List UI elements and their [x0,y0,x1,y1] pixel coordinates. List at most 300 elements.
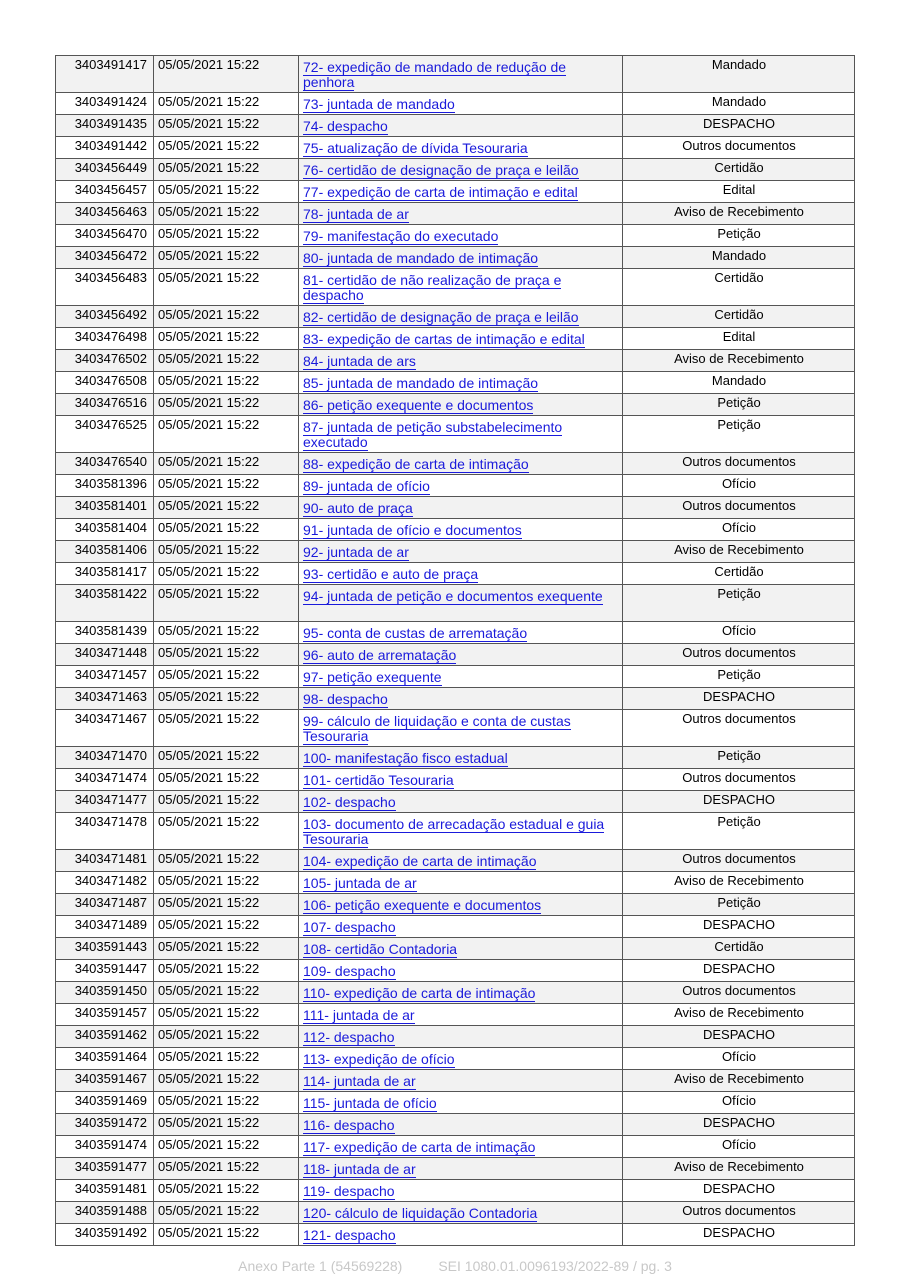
document-date-cell: 05/05/2021 15:22 [154,1092,299,1114]
document-link[interactable]: 121- despacho [303,1227,396,1243]
document-description-cell [299,1180,623,1202]
document-type-cell: Aviso de Recebimento [623,203,855,225]
document-date-cell: 05/05/2021 15:22 [154,475,299,497]
document-description-cell [299,475,623,497]
document-link[interactable]: 117- expedição de carta de intimação [303,1139,536,1155]
document-description-cell [299,247,623,269]
document-date-cell: 05/05/2021 15:22 [154,93,299,115]
table-row [56,475,855,497]
document-date-cell: 05/05/2021 15:22 [154,159,299,181]
table-row [56,813,855,850]
document-link[interactable]: 115- juntada de ofício [303,1095,437,1111]
document-description-cell [299,416,623,453]
document-description-cell [299,1092,623,1114]
document-link[interactable]: 72- expedição de mandado de redução de penhora [303,59,567,90]
document-id-cell: 3403591464 [56,1048,154,1070]
document-type-cell: Petição [623,394,855,416]
document-link[interactable]: 116- despacho [303,1117,395,1133]
document-date-cell: 05/05/2021 15:22 [154,1202,299,1224]
document-id-cell: 3403591457 [56,1004,154,1026]
document-link[interactable]: 99- cálculo de liquidação e conta de custas Tesouraria [303,713,571,744]
document-id-cell: 3403471467 [56,710,154,747]
document-type-cell: Aviso de Recebimento [623,1158,855,1180]
table-row [56,791,855,813]
document-description-cell [299,159,623,181]
document-type-cell: Outros documentos [623,453,855,475]
document-type-cell: Outros documentos [623,644,855,666]
document-date-cell: 05/05/2021 15:22 [154,938,299,960]
document-date-cell: 05/05/2021 15:22 [154,372,299,394]
document-link[interactable]: 93- certidão e auto de praça [303,566,479,582]
document-link[interactable]: 75- atualização de dívida Tesouraria [303,140,528,156]
document-id-cell: 3403491435 [56,115,154,137]
document-type-cell: Petição [623,813,855,850]
document-link[interactable]: 94- juntada de petição e documentos exequente [303,588,603,604]
document-date-cell: 05/05/2021 15:22 [154,622,299,644]
table-row [56,622,855,644]
document-type-cell: Petição [623,416,855,453]
document-id-cell: 3403591481 [56,1180,154,1202]
table-row [56,453,855,475]
footer-annex-label: Anexo Parte 1 (54569228) [238,1258,403,1274]
document-link[interactable]: 84- juntada de ars [303,353,416,369]
document-date-cell: 05/05/2021 15:22 [154,1224,299,1246]
table-row [56,497,855,519]
document-id-cell: 3403456463 [56,203,154,225]
document-type-cell: Certidão [623,563,855,585]
document-date-cell: 05/05/2021 15:22 [154,894,299,916]
document-id-cell: 3403591467 [56,1070,154,1092]
document-date-cell: 05/05/2021 15:22 [154,644,299,666]
document-date-cell: 05/05/2021 15:22 [154,350,299,372]
document-link[interactable]: 114- juntada de ar [303,1073,416,1089]
table-row [56,56,855,93]
document-type-cell: DESPACHO [623,688,855,710]
document-description-cell [299,622,623,644]
document-description-cell [299,1114,623,1136]
document-date-cell: 05/05/2021 15:22 [154,225,299,247]
table-row [56,872,855,894]
document-type-cell: Edital [623,328,855,350]
table-row [56,1180,855,1202]
document-description-cell [299,1048,623,1070]
document-link[interactable]: 81- certidão de não realização de praça e despacho [303,272,562,303]
table-row [56,203,855,225]
document-table-body [56,56,855,1246]
document-id-cell: 3403581396 [56,475,154,497]
document-link[interactable]: 109- despacho [303,963,396,979]
document-type-cell: Certidão [623,306,855,328]
document-id-cell: 3403476498 [56,328,154,350]
document-id-cell: 3403456449 [56,159,154,181]
document-description-cell [299,181,623,203]
document-type-cell: Mandado [623,56,855,93]
document-link[interactable]: 104- expedição de carta de intimação [303,853,537,869]
document-date-cell: 05/05/2021 15:22 [154,688,299,710]
document-date-cell: 05/05/2021 15:22 [154,541,299,563]
document-type-cell: Ofício [623,1136,855,1158]
document-description-cell [299,791,623,813]
document-link[interactable]: 92- juntada de ar [303,544,409,560]
document-date-cell: 05/05/2021 15:22 [154,850,299,872]
document-type-cell: Petição [623,585,855,622]
document-description-cell [299,938,623,960]
document-id-cell: 3403456457 [56,181,154,203]
document-link[interactable]: 77- expedição de carta de intimação e edital [303,184,578,200]
table-row [56,644,855,666]
document-description-cell [299,137,623,159]
document-type-cell: Aviso de Recebimento [623,1070,855,1092]
document-type-cell: DESPACHO [623,960,855,982]
document-link[interactable]: 112- despacho [303,1029,395,1045]
document-id-cell: 3403471481 [56,850,154,872]
document-date-cell: 05/05/2021 15:22 [154,791,299,813]
document-date-cell: 05/05/2021 15:22 [154,203,299,225]
document-date-cell: 05/05/2021 15:22 [154,306,299,328]
document-description-cell [299,1136,623,1158]
document-id-cell: 3403591492 [56,1224,154,1246]
table-row [56,1224,855,1246]
document-description-cell [299,747,623,769]
document-link[interactable]: 89- juntada de ofício [303,478,430,494]
document-id-cell: 3403591474 [56,1136,154,1158]
document-description-cell [299,688,623,710]
document-description-cell [299,1026,623,1048]
document-date-cell: 05/05/2021 15:22 [154,1070,299,1092]
document-description-cell [299,585,623,622]
document-description-cell [299,1070,623,1092]
table-row [56,960,855,982]
document-link[interactable]: 80- juntada de mandado de intimação [303,250,539,266]
document-type-cell: Ofício [623,475,855,497]
table-row [56,306,855,328]
document-description-cell [299,1158,623,1180]
document-date-cell: 05/05/2021 15:22 [154,747,299,769]
document-id-cell: 3403591472 [56,1114,154,1136]
document-type-cell: Certidão [623,938,855,960]
document-description-cell [299,563,623,585]
document-id-cell: 3403471470 [56,747,154,769]
document-date-cell: 05/05/2021 15:22 [154,666,299,688]
table-row [56,769,855,791]
document-link[interactable]: 105- juntada de ar [303,875,417,891]
document-date-cell: 05/05/2021 15:22 [154,1180,299,1202]
document-id-cell: 3403471487 [56,894,154,916]
document-date-cell: 05/05/2021 15:22 [154,1158,299,1180]
document-id-cell: 3403581417 [56,563,154,585]
document-link[interactable]: 90- auto de praça [303,500,413,516]
table-row [56,181,855,203]
document-type-cell: Petição [623,894,855,916]
document-date-cell: 05/05/2021 15:22 [154,960,299,982]
document-id-cell: 3403471482 [56,872,154,894]
table-row [56,563,855,585]
document-id-cell: 3403476525 [56,416,154,453]
document-type-cell: Aviso de Recebimento [623,1004,855,1026]
document-type-cell: Ofício [623,1092,855,1114]
document-type-cell: Outros documentos [623,137,855,159]
document-link[interactable]: 74- despacho [303,118,388,134]
document-id-cell: 3403581406 [56,541,154,563]
table-row [56,519,855,541]
document-id-cell: 3403471478 [56,813,154,850]
document-description-cell [299,710,623,747]
document-link[interactable]: 103- documento de arrecadação estadual e guia Tesouraria [303,816,605,847]
document-link[interactable]: 106- petição exequente e documentos [303,897,542,913]
document-link[interactable]: 111- juntada de ar [303,1007,415,1023]
document-description-cell [299,350,623,372]
document-id-cell: 3403581422 [56,585,154,622]
document-description-cell [299,872,623,894]
document-type-cell: Aviso de Recebimento [623,872,855,894]
document-description-cell [299,225,623,247]
document-description-cell [299,394,623,416]
document-date-cell: 05/05/2021 15:22 [154,769,299,791]
document-date-cell: 05/05/2021 15:22 [154,1136,299,1158]
table-row [56,850,855,872]
document-date-cell: 05/05/2021 15:22 [154,1004,299,1026]
document-link[interactable]: 98- despacho [303,691,388,707]
document-id-cell: 3403591450 [56,982,154,1004]
document-description-cell [299,541,623,563]
document-description-cell [299,519,623,541]
table-row [56,710,855,747]
document-link[interactable]: 107- despacho [303,919,396,935]
table-row [56,541,855,563]
document-id-cell: 3403591477 [56,1158,154,1180]
document-description-cell [299,372,623,394]
document-date-cell: 05/05/2021 15:22 [154,585,299,622]
document-id-cell: 3403456472 [56,247,154,269]
document-date-cell: 05/05/2021 15:22 [154,563,299,585]
document-date-cell: 05/05/2021 15:22 [154,982,299,1004]
table-row [56,137,855,159]
document-type-cell: Edital [623,181,855,203]
document-link[interactable]: 108- certidão Contadoria [303,941,458,957]
table-row [56,982,855,1004]
document-type-cell: Outros documentos [623,710,855,747]
document-link[interactable]: 118- juntada de ar [303,1161,416,1177]
document-link[interactable]: 83- expedição de cartas de intimação e edital [303,331,585,347]
document-date-cell: 05/05/2021 15:22 [154,813,299,850]
document-description-cell [299,93,623,115]
document-type-cell: Aviso de Recebimento [623,541,855,563]
document-description-cell [299,497,623,519]
document-description-cell [299,269,623,306]
document-link[interactable]: 120- cálculo de liquidação Contadoria [303,1205,538,1221]
table-row [56,1004,855,1026]
document-id-cell: 3403491417 [56,56,154,93]
document-type-cell: Ofício [623,1048,855,1070]
page-footer [0,1258,910,1274]
document-id-cell: 3403471463 [56,688,154,710]
document-description-cell [299,960,623,982]
document-link[interactable]: 102- despacho [303,794,396,810]
document-id-cell: 3403476508 [56,372,154,394]
document-date-cell: 05/05/2021 15:22 [154,1114,299,1136]
document-id-cell: 3403591469 [56,1092,154,1114]
document-date-cell: 05/05/2021 15:22 [154,453,299,475]
document-link[interactable]: 101- certidão Tesouraria [303,772,454,788]
document-link[interactable]: 73- juntada de mandado [303,96,455,112]
document-type-cell: Outros documentos [623,497,855,519]
document-id-cell: 3403591462 [56,1026,154,1048]
document-type-cell: Petição [623,666,855,688]
table-row [56,93,855,115]
table-row [56,1202,855,1224]
document-id-cell: 3403456483 [56,269,154,306]
document-id-cell: 3403456470 [56,225,154,247]
document-description-cell [299,328,623,350]
document-link[interactable]: 91- juntada de ofício e documentos [303,522,522,538]
document-id-cell: 3403456492 [56,306,154,328]
document-date-cell: 05/05/2021 15:22 [154,328,299,350]
document-link[interactable]: 110- expedição de carta de intimação [303,985,536,1001]
table-row [56,916,855,938]
document-type-cell: DESPACHO [623,1180,855,1202]
table-row [56,269,855,306]
table-row [56,1158,855,1180]
document-type-cell: DESPACHO [623,1114,855,1136]
document-id-cell: 3403471457 [56,666,154,688]
document-table [55,55,855,1246]
document-date-cell: 05/05/2021 15:22 [154,115,299,137]
document-date-cell: 05/05/2021 15:22 [154,519,299,541]
document-date-cell: 05/05/2021 15:22 [154,1026,299,1048]
document-type-cell: DESPACHO [623,115,855,137]
document-description-cell [299,1004,623,1026]
table-row [56,1026,855,1048]
table-row [56,1070,855,1092]
table-row [56,1136,855,1158]
document-description-cell [299,644,623,666]
document-description-cell [299,1202,623,1224]
document-id-cell: 3403471489 [56,916,154,938]
document-link[interactable]: 95- conta de custas de arrematação [303,625,528,641]
document-date-cell: 05/05/2021 15:22 [154,1048,299,1070]
table-row [56,328,855,350]
table-row [56,1048,855,1070]
document-date-cell: 05/05/2021 15:22 [154,497,299,519]
document-description-cell [299,850,623,872]
document-id-cell: 3403591488 [56,1202,154,1224]
document-description-cell [299,1224,623,1246]
table-row [56,350,855,372]
document-link[interactable]: 100- manifestação fisco estadual [303,750,508,766]
document-description-cell [299,813,623,850]
table-row [56,247,855,269]
document-date-cell: 05/05/2021 15:22 [154,394,299,416]
document-link[interactable]: 82- certidão de designação de praça e leilão [303,309,579,325]
document-id-cell: 3403471474 [56,769,154,791]
table-row [56,394,855,416]
document-date-cell: 05/05/2021 15:22 [154,269,299,306]
document-description-cell [299,306,623,328]
document-description-cell [299,115,623,137]
document-link[interactable]: 76- certidão de designação de praça e leilão [303,162,579,178]
document-link[interactable]: 78- juntada de ar [303,206,409,222]
document-id-cell: 3403491424 [56,93,154,115]
table-row [56,688,855,710]
document-description-cell [299,916,623,938]
document-type-cell: Outros documentos [623,1202,855,1224]
document-link[interactable]: 113- expedição de ofício [303,1051,455,1067]
table-row [56,1092,855,1114]
document-type-cell: Certidão [623,159,855,181]
document-id-cell: 3403471448 [56,644,154,666]
document-link[interactable]: 86- petição exequente e documentos [303,397,534,413]
document-date-cell: 05/05/2021 15:22 [154,872,299,894]
document-description-cell [299,894,623,916]
document-id-cell: 3403491442 [56,137,154,159]
document-type-cell: Outros documentos [623,850,855,872]
document-type-cell: Mandado [623,93,855,115]
document-description-cell [299,982,623,1004]
document-type-cell: Outros documentos [623,982,855,1004]
table-row [56,159,855,181]
document-id-cell: 3403476540 [56,453,154,475]
document-link[interactable]: 97- petição exequente [303,669,442,685]
document-id-cell: 3403476502 [56,350,154,372]
table-row [56,372,855,394]
table-row [56,115,855,137]
document-type-cell: Petição [623,225,855,247]
document-date-cell: 05/05/2021 15:22 [154,247,299,269]
document-link[interactable]: 88- expedição de carta de intimação [303,456,529,472]
document-date-cell: 05/05/2021 15:22 [154,56,299,93]
document-type-cell: DESPACHO [623,791,855,813]
document-description-cell [299,56,623,93]
document-type-cell: Mandado [623,372,855,394]
document-date-cell: 05/05/2021 15:22 [154,916,299,938]
table-row [56,747,855,769]
document-description-cell [299,769,623,791]
document-id-cell: 3403581404 [56,519,154,541]
document-id-cell: 3403591443 [56,938,154,960]
document-id-cell: 3403581401 [56,497,154,519]
document-id-cell: 3403476516 [56,394,154,416]
document-description-cell [299,453,623,475]
document-date-cell: 05/05/2021 15:22 [154,181,299,203]
document-type-cell: Mandado [623,247,855,269]
document-id-cell: 3403471477 [56,791,154,813]
document-link[interactable]: 85- juntada de mandado de intimação [303,375,539,391]
document-description-cell [299,666,623,688]
document-type-cell: DESPACHO [623,916,855,938]
document-type-cell: Outros documentos [623,769,855,791]
document-description-cell [299,203,623,225]
document-link[interactable]: 87- juntada de petição substabelecimento executado [303,419,563,450]
table-row [56,666,855,688]
document-date-cell: 05/05/2021 15:22 [154,137,299,159]
document-link[interactable]: 119- despacho [303,1183,395,1199]
document-date-cell: 05/05/2021 15:22 [154,710,299,747]
document-date-cell: 05/05/2021 15:22 [154,416,299,453]
table-row [56,938,855,960]
document-id-cell: 3403581439 [56,622,154,644]
document-type-cell: Certidão [623,269,855,306]
document-link[interactable]: 79- manifestação do executado [303,228,499,244]
table-row [56,585,855,622]
document-type-cell: Aviso de Recebimento [623,350,855,372]
footer-sei-page: SEI 1080.01.0096193/2022-89 / pg. 3 [438,1258,672,1274]
document-type-cell: DESPACHO [623,1026,855,1048]
document-link[interactable]: 96- auto de arrematação [303,647,457,663]
document-type-cell: Petição [623,747,855,769]
document-type-cell: DESPACHO [623,1224,855,1246]
document-type-cell: Ofício [623,519,855,541]
table-row [56,225,855,247]
